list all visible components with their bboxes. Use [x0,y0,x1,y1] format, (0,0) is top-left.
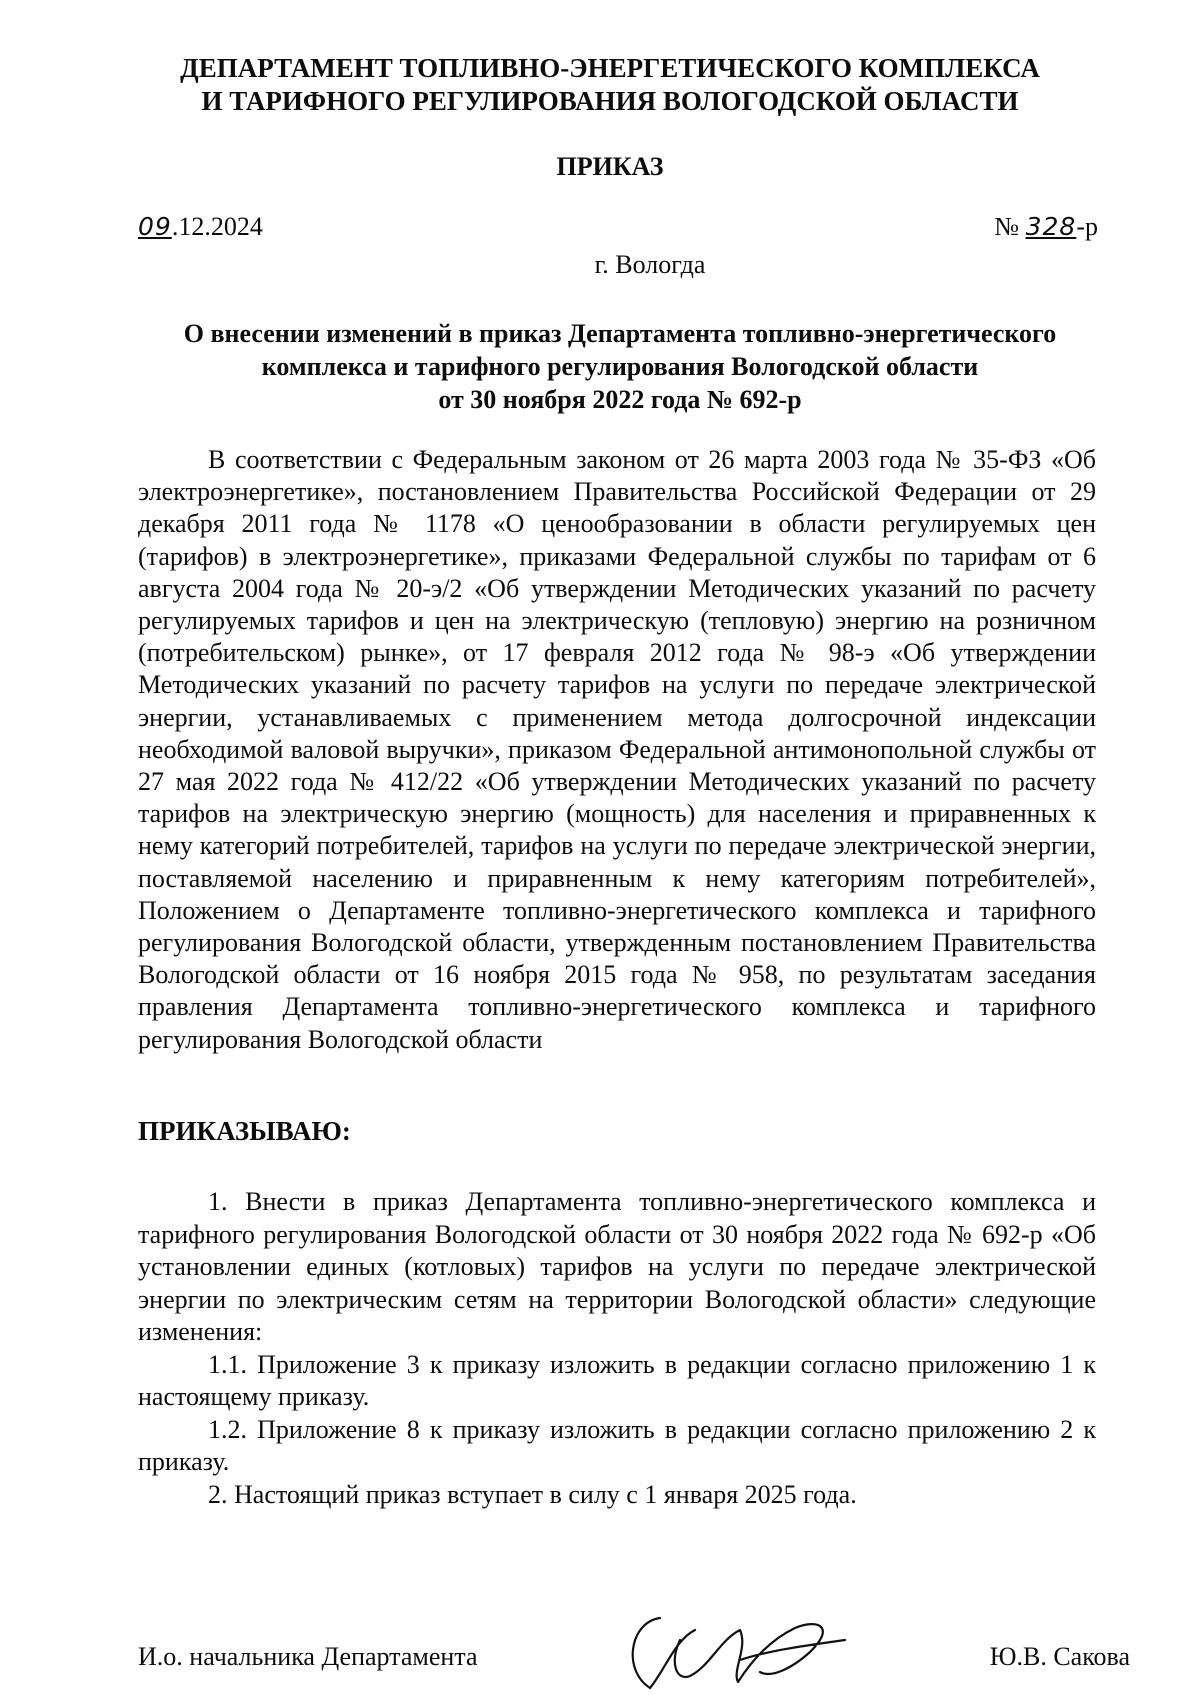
subject-line-2: комплекса и тарифного регулирования Вологодской области [261,352,979,381]
number-prefix: № [994,212,1020,241]
resolve-heading: ПРИКАЗЫВАЮ: [138,1116,351,1146]
order-item: 1.2. Приложение 8 к приказу изложить в редакции согласно приложению 2 к приказу. [138,1414,1096,1476]
header-line-2: И ТАРИФНОГО РЕГУЛИРОВАНИЯ ВОЛОГОДСКОЙ ОБЛАСТИ [201,86,1019,116]
signature-row [138,1642,1130,1682]
signer-role: И.о. начальника Департамента [138,1642,478,1671]
handwritten-day: 09 [138,212,172,241]
header-line-1: ДЕПАРТАМЕНТ ТОПЛИВНО-ЭНЕРГЕТИЧЕСКОГО КОМПЛЕКСА [180,53,1040,83]
order-item: 1. Внести в приказ Департамента топливно-энергетического комплекса и тарифного регулирования Вологодской области от 30 ноября 2022 года № 692-р «Об установлении единых (котловых) тарифов на услуги по передаче электрической энергии по электрическим сетям на территории Вологодской области» следующие изменения: [138,1187,1096,1346]
city-line: г. Вологда [594,250,706,279]
subject-line-3: от 30 ноября 2022 года № 692-р [438,385,802,414]
order-title: ПРИКАЗ [556,152,664,181]
subject-line-1: О внесении изменений в приказ Департамента топливно-энергетического [183,319,1057,348]
signer-name: Ю.В. Сакова [989,1642,1130,1671]
order-number [994,212,1098,242]
order-date [138,212,263,242]
order-items [138,1186,1096,1511]
order-item: 1.1. Приложение 3 к приказу изложить в редакции согласно приложению 1 к настоящему приказу. [138,1349,1096,1411]
order-item: 2. Настоящий приказ вступает в силу с 1 января 2025 года. [208,1479,857,1509]
date-rest: .12.2024 [171,212,263,241]
number-suffix: -р [1076,212,1098,241]
department-header [150,52,1070,118]
preamble-paragraph: В соответствии с Федеральным законом от 26 марта 2003 года № 35-ФЗ «Об электроэнергетике», постановлением Правительства Российской Федерации от 29 декабря 2011 года № 1178 «О ценообразовании в области регулируемых цен (тарифов) в электроэнергетике», приказами Федеральной службы по тарифам от 6 августа 2004 года № 20-э/2 «Об утверждении Методических указаний по расчету регулируемых тарифов и цен на электрическую (тепловую) энергию на розничном (потребительском) рынке», от 17 февраля 2012 года № 98-э «Об утверждении Методических указаний по расчету тарифов на услуги по передаче электрической энергии, устанавливаемых с применением метода долгосрочной индексации необходимой валовой выручки», приказом Федеральной антимонопольной службы от 27 мая 2022 года № 412/22 «Об утверждении Методических указаний по расчету тарифов на электрическую энергию (мощность) для населения и приравненных к нему категорий потребителей, тарифов на услуги по передаче электрической энергии, поставляемой населению и приравненным к нему категориям потребителей», Положением о Департаменте топливно-энергетического комплекса и тарифного регулирования Вологодской области, утвержденным постановлением Правительства Вологодской области от 16 ноября 2015 года № 958, по результатам заседания правления Департамента топливно-энергетического комплекса и тарифного регулирования Вологодской области [138,445,1096,1054]
handwritten-number: 328 [1025,212,1077,241]
order-subject [140,317,1100,416]
